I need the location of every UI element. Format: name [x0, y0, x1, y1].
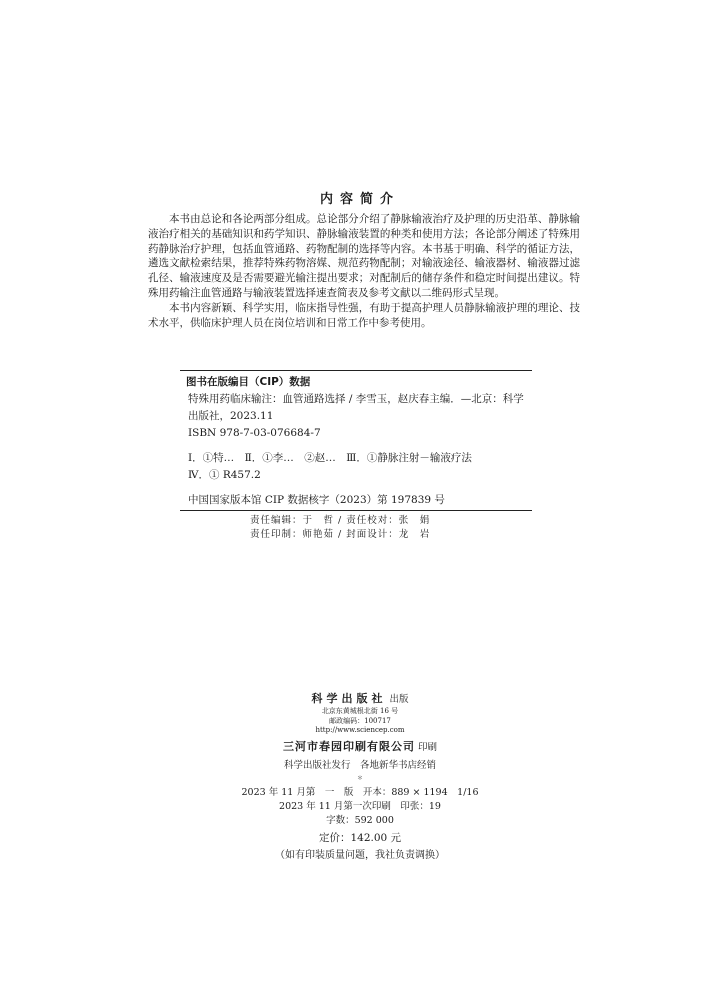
cip-top-divider	[180, 370, 532, 371]
print-line: 2023 年 11 月第一次印刷 印张：19	[279, 800, 441, 812]
edition-line: 2023 年 11 月第 一 版 开本：889 × 1194 1/16	[241, 786, 479, 798]
printer-suffix: 印刷	[418, 741, 438, 753]
word-count: 字数：592 000	[326, 814, 394, 826]
introduction-paragraph: 本书内容新颖、科学实用，临床指导性强，有助于提高护理人员静脉输液护理的理论、技术水平，供临床护理人员在岗位培训和日常工作中参考使用。	[148, 301, 580, 329]
cip-record-number: 中国国家版本馆 CIP 数据核字（2023）第 197839 号	[188, 494, 445, 506]
publisher-postcode: 邮政编码：100717	[329, 716, 391, 725]
cip-heading: 图书在版编目（CIP）数据	[186, 376, 311, 388]
credits-line: 责任印制：师艳茹 / 封面设计：龙 岩	[250, 529, 431, 540]
publisher-suffix: 出版	[389, 694, 409, 705]
publisher-website: http://www.sciencep.com	[315, 726, 405, 734]
distribution-line: 科学出版社发行 各地新华书店经销	[283, 759, 436, 771]
cip-classification-line: Ⅰ．①特… Ⅱ．①李… ②赵… Ⅲ．①静脉注射－输液疗法	[188, 452, 472, 464]
publisher-line	[0, 692, 720, 707]
introduction-paragraph: 本书由总论和各论两部分组成。总论部分介绍了静脉输液治疗及护理的历史沿革、静脉输液治疗相关的基础知识和药学知识、静脉输液装置的种类和使用方法；各论部分阐述了特殊用药静脉治疗护理，包括血管通路、药物配制的选择等内容。本书基于明确、科学的循证方法，遴选文献检索结果，推荐特殊药物溶媒、规范药物配制；对输液途径、输液器材、输液器过滤孔径、输液速度及是否需要避光输注提出要求；对配制后的储存条件和稳定时间提出建议。特殊用药输注血管通路与输液装置选择速查简表及参考文献以二维码形式呈现。	[148, 213, 580, 299]
colophon	[0, 692, 720, 863]
introduction-body	[148, 212, 580, 330]
quality-notice: （如有印装质量问题，我社负责调换）	[275, 849, 445, 861]
publisher-address: 北京东黄城根北街 16 号	[321, 707, 399, 715]
printer-line	[0, 740, 720, 755]
cip-entry-line: 出版社，2023.11	[188, 410, 274, 422]
cip-isbn: ISBN 978-7-03-076684-7	[188, 427, 321, 439]
cip-entry-line: 特殊用药临床输注：血管通路选择 / 李雪玉，赵庆春主编．—北京：科学	[188, 393, 524, 405]
printer-name: 三河市春园印刷有限公司	[282, 739, 415, 753]
cip-classification-line: Ⅳ．① R457.2	[188, 469, 261, 481]
price: 定价：142.00 元	[318, 831, 402, 844]
publisher-name: 科学出版社	[311, 692, 387, 705]
cip-data-block	[186, 374, 532, 509]
separator-mark: ＊	[356, 774, 363, 782]
editorial-credits	[250, 514, 490, 542]
introduction-title: 内容简介	[319, 192, 400, 207]
cip-bottom-divider	[180, 510, 532, 511]
credits-line: 责任编辑：于 哲 / 责任校对：张 娟	[250, 515, 431, 526]
